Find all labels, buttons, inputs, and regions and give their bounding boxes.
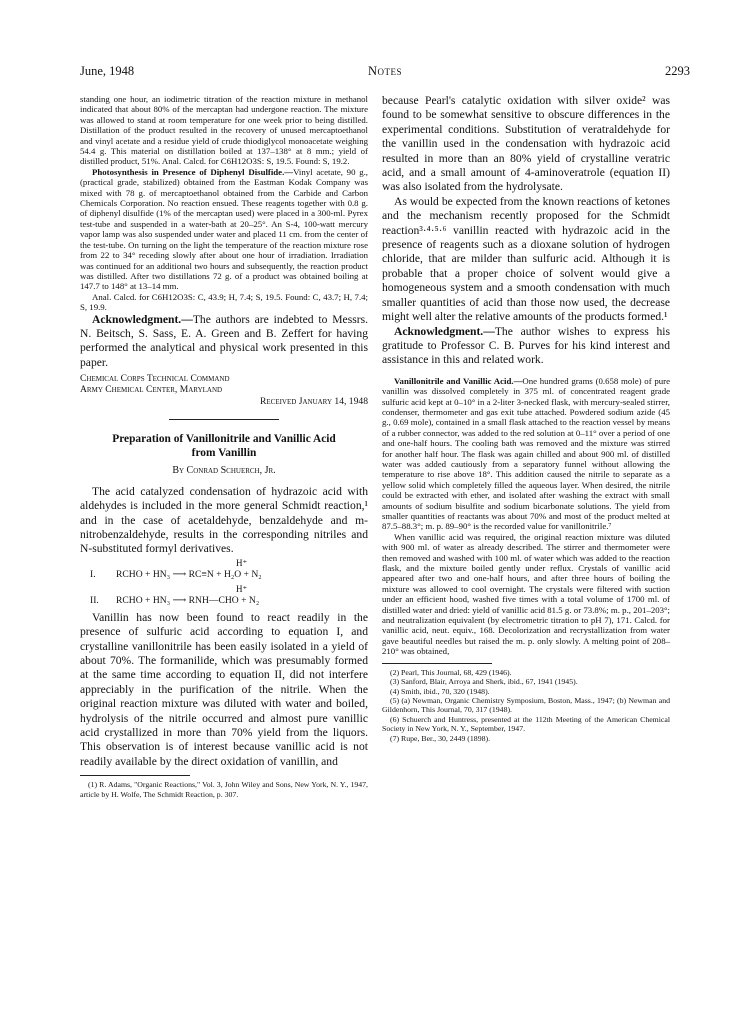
header-date: June, 1948: [80, 64, 135, 78]
acknowledgment-paragraph: [80, 313, 368, 371]
acknowledgment-text: The authors are indebted to Messrs. N. Beitsch, S. Sass, E. A. Green and B. Zeffert for having performed the analytical and physical work presented in this paper.: [80, 312, 368, 369]
equation-2-label: II.: [90, 594, 99, 606]
right-paragraph-1: because Pearl's catalytic oxidation with silver oxide² was found to be somewhat sensitive to obscure differences in the experimental conditions. Substitution of veratraldehyde for the vanillin used in the condensation with hydrazoic acid resulted in more than an 80% yield of crystalline veratric acid, and a small amount of 4-aminoveratrole (equation II) was also isolated from the hydrolysate.: [382, 94, 670, 194]
section-divider: [169, 419, 279, 420]
right-footnote-divider: [382, 663, 492, 664]
equation-2-body: RCHO + HN₃ ⟶ RNH—CHO + N₂: [116, 594, 260, 606]
right-column: [382, 94, 670, 743]
header-section: Notes: [367, 64, 403, 78]
article-title-line-1: Preparation of Vanillonitrile and Vanillic Acid: [112, 432, 336, 445]
equation-1-body: RCHO + HN₃ ⟶ RC≡N + H₂O + N₂: [116, 568, 262, 580]
photosynthesis-paragraph: [80, 167, 368, 292]
received-date: Received January 14, 1948: [259, 395, 368, 407]
experimental-continued-paragraph: standing one hour, an iodimetric titration of the reaction mixture in methanol indicated that about 80% of the mercaptan had undergone reaction. The mixture was allowed to stand at room temperature for one week prior to being distilled. Distillation of the product resulted in the recovery of unused mercaptoethanol and vinyl acetate and a residue yield of crude thiodiglycol monoacetate weighing 54.4 g. This material on distillation boiled at 137–138° at 8 mm.; yield of distilled product, 51%. Anal. Calcd. for C6H12O3S: S, 19.5. Found: S, 19.2.: [80, 94, 368, 167]
footnote-3: (3) Sanford, Blair, Arroya and Sherk, ibid., 67, 1941 (1945).: [390, 677, 578, 687]
experimental-paragraph-2: When vanillic acid was required, the original reaction mixture was diluted with 900 ml. of water as already described. The stirrer and thermometer were then removed and washed with 100 ml. of water which was added to the reaction flask, and the mixture boiled gently under reflux. Crystals of vanillic acid appeared after two and one-half hours, and after three hours of boiling the mixture was allowed to cool overnight. The crystals were filtered with suction under an efficient hood, washed five times with a total volume of 1700 ml. of distilled water and dried: yield of vanillic acid 81.5 g. or 73.8%; m. p., 201–203°; and neutralization equivalent (by electrometric titration to pH 7), 171. Calcd. for vanillic acid, neut. equiv., 168. Decolorization and recrystallization from water gave beautiful needles but raised the m. p. only slowly. A melting point of 208–210° was obtained,: [382, 531, 670, 657]
equation-2: [80, 585, 368, 609]
intro-paragraph: The acid catalyzed condensation of hydrazoic acid with aldehydes is included in the more general Schmidt reaction,¹ and in the case of acetaldehyde, benzaldehyde and m-nitrobenzaldehyde, results in the corresponding nitriles and N-substituted formyl derivatives.: [80, 484, 368, 556]
article-title: [80, 432, 368, 460]
affiliation-line-1: Chemical Corps Technical Command: [80, 373, 230, 385]
footnote-divider: [80, 775, 190, 776]
header-page-number: 2293: [665, 64, 690, 78]
equation-1-catalyst: H⁺: [236, 557, 248, 568]
footnote-1: (1) R. Adams, "Organic Reactions," Vol. 3, John Wiley and Sons, New York, N. Y., 1947, article by H. Wolfe, The Schmidt Reaction, p. 307.: [80, 780, 368, 799]
right-paragraph-2: As would be expected from the known reactions of ketones and the mechanism recently proposed for the Schmidt reaction³·⁴·⁵·⁶ vanillin reacted with hydrazoic acid in the presence of reagents such as a dioxane solution of hydrogen chloride, that are milder than sulfuric acid. Although it is probable that a proper choice of solvent would give a homogeneous system and a smooth condensation with much smaller quantities of acid than those now used, the decrease might well alter the relative amounts of the products formed.¹: [382, 194, 670, 324]
footnote-4: (4) Smith, ibid., 70, 320 (1948).: [390, 686, 490, 696]
body-paragraph: Vanillin has now been found to react readily in the presence of sulfuric acid according to equation I, and crystalline vanillonitrile has been easily isolated in a yield of about 70%. The formanilide, which was presumably formed at the same time according to equation II, did not interfere appreciably in the purification of the nitrile. When the original reaction mixture was diluted with water and boiled, hydrolysis of the nitrile occurred and almost pure vanillic acid crystallized in more than 70% yield from the liquors. This observation is of interest because vanillic acid is not readily available by the direct oxidation of vanillin, and: [80, 610, 368, 768]
equation-2-catalyst: H⁺: [236, 583, 248, 594]
acknowledgment-heading: Acknowledgment.—: [92, 312, 193, 326]
equation-1-label: I.: [90, 568, 96, 580]
footnote-5: (5) (a) Newman, Organic Chemistry Symposium, Boston, Mass., 1947; (b) Newman and Gildenhorn, This Journal, 70, 317 (1948).: [382, 695, 670, 715]
running-header: [80, 64, 690, 80]
footnote-7: (7) Rupe, Ber., 30, 2449 (1898).: [390, 733, 491, 743]
photosynthesis-heading: Photosynthesis in Presence of Diphenyl Disulfide.—: [92, 166, 294, 177]
footnote-2: (2) Pearl, This Journal, 68, 429 (1946).: [390, 667, 512, 677]
photosynthesis-text: Vinyl acetate, 90 g., (practical grade, stabilized) obtained from the Eastman Kodak Company was mixed with 78 g. of mercaptoethanol obtained from the Carbide and Carbon Chemicals Corporation. No reaction ensued. These reagents together with 0.8 g. of diphenyl disulfide (1% of the mercaptan used) were placed in a 300-ml. Pyrex test-tube and suspended in a water-bath at 20–25°. An S-4, 100-watt mercury vapor lamp was also suspended under water and placed 11 cm. from the center of the test-tube. On turning on the light the temperature of the reaction mixture rose from 22 to 34° receding slowly after about one hour of irradiation. Irradiation was continued for an additional two hours and subsequently, the reaction product was distilled. After two distillations 72 g. of a product was obtained boiling at 147.7 to 148° at 13–14 mm.: [80, 166, 368, 292]
footnote-6: (6) Schuerch and Huntress, presented at the 112th Meeting of the American Chemical Society in New York, N. Y., September, 1947.: [382, 714, 670, 734]
experimental-text: One hundred grams (0.658 mole) of pure vanillin was dissolved completely in 375 ml. of concentrated reagent grade sulfuric acid kept at 0–10° in a 2-liter 3-necked flask, with mercury-sealed stirrer, condenser, thermometer and gas exit tube attached. Powdered sodium azide (45 g., 0.69 mole), contained in a small flask attached to the reaction vessel by means of a rubber connector, was added to the red solution at 0–11° over a period of one and one-half hours. The cooling bath was removed and the mixture was stirred for another half hour. The flask was again chilled and about 900 ml. of distilled water was added cautiously from a separatory funnel without allowing the temperature to rise above 18°. This addition caused the nitrile to separate as a yellow solid which completely filled the aqueous layer. When desired, the nitrile could be extracted with ether, and isolated after washing the extract with small amounts of sodium bisulfite and sodium bicarbonate solutions. The yield from smaller quantities of reactants was about 70% and most of the product melted at 87.5–88.3°; m. p. 89–90° is the recorded value for vanillonitrile.⁷: [382, 375, 670, 532]
author-byline: By Conrad Schuerch, Jr.: [172, 464, 276, 476]
right-acknowledgment-text: The author wishes to express his gratitude to Professor C. B. Purves for his kind interest and assistance in this and related work.: [382, 324, 670, 367]
experimental-paragraph: [382, 376, 670, 532]
left-column: [80, 94, 368, 799]
affiliation-line-2: Army Chemical Center, Maryland: [80, 384, 223, 396]
right-acknowledgment-heading: Acknowledgment.—: [394, 324, 495, 338]
experimental-heading: Vanillonitrile and Vanillic Acid.—: [394, 375, 523, 386]
equation-1: [80, 559, 368, 583]
right-acknowledgment-paragraph: [382, 325, 670, 368]
article-title-line-2: from Vanillin: [191, 446, 257, 459]
analysis-line: Anal. Calcd. for C6H12O3S: C, 43.9; H, 7.4; S, 19.5. Found: C, 43.7; H, 7.4; S, 19.9.: [80, 291, 368, 313]
